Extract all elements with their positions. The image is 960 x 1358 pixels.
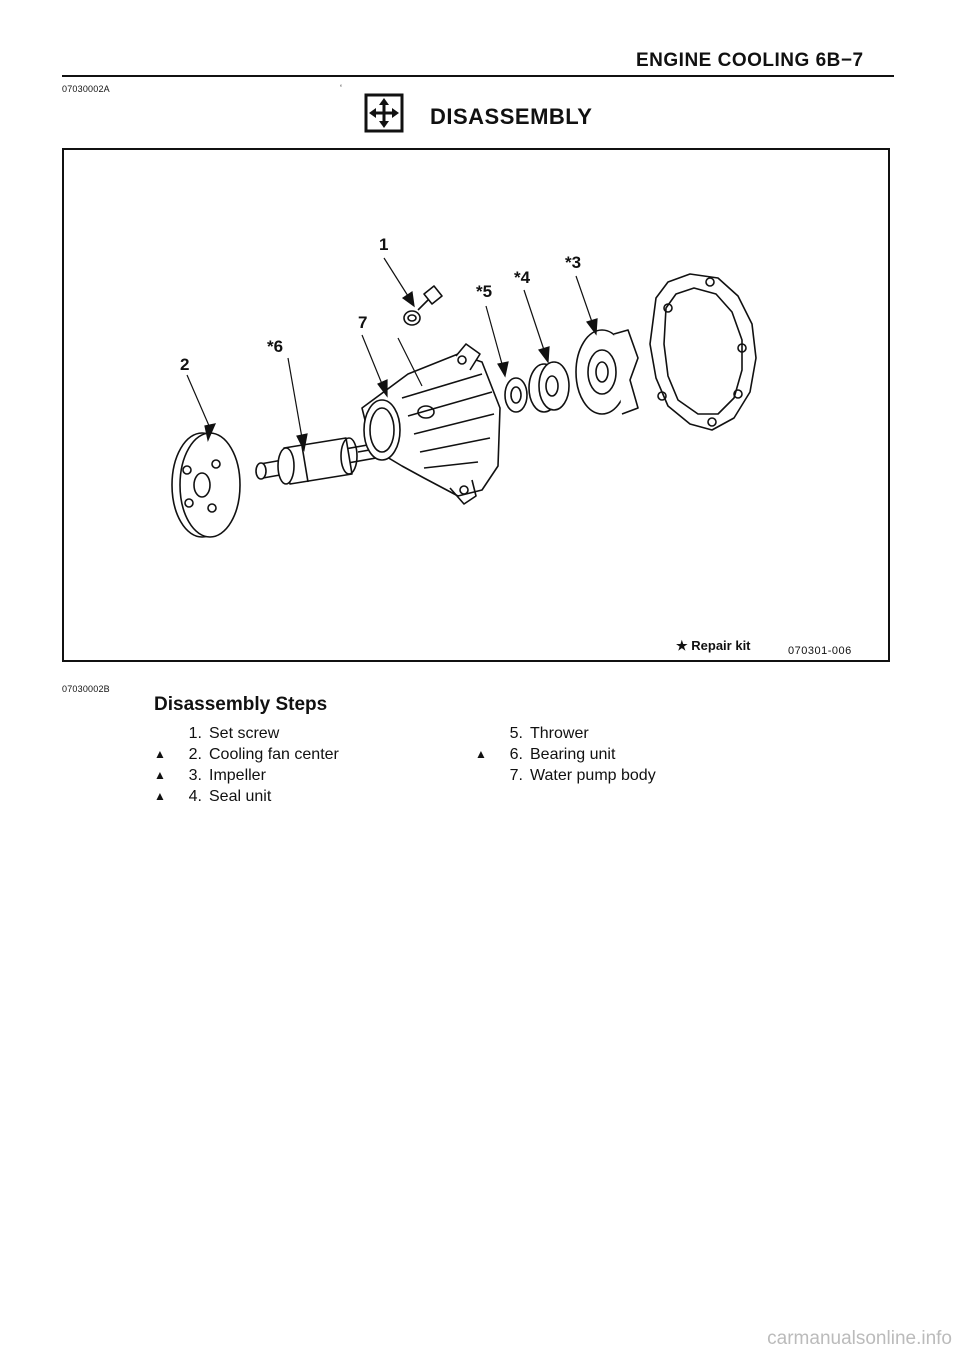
callout-2: 2 (180, 355, 190, 374)
impeller-part (576, 330, 638, 414)
step-number: 3. (188, 767, 202, 784)
seal-unit-part (529, 362, 569, 412)
callout-6: *6 (267, 337, 284, 356)
step-label: Thrower (530, 725, 589, 742)
disassembly-arrows-icon (364, 93, 404, 133)
section-code-a: 07030002A (62, 84, 110, 94)
step-item (154, 786, 414, 807)
step-label: Bearing unit (530, 746, 616, 763)
stray-mark: ‘ (340, 83, 342, 93)
cooling-fan-center-part (172, 433, 240, 537)
steps-left-column (154, 723, 414, 807)
watermark-link[interactable]: carmanualsonline.info (767, 1328, 952, 1349)
step-number: 7. (509, 767, 523, 784)
steps-right-column (475, 723, 735, 786)
thrower-part (505, 378, 527, 412)
step-number: 6. (509, 746, 523, 763)
callout-4: *4 (514, 268, 531, 287)
step-item (154, 765, 414, 786)
set-screw-part (404, 286, 442, 325)
step-item (475, 723, 735, 744)
step-item (475, 744, 735, 765)
page-header-title: ENGINE COOLING 6B−7 (636, 50, 864, 71)
steps-heading: Disassembly Steps (154, 694, 328, 715)
figure-code: 070301-006 (788, 645, 852, 657)
triangle-marker-icon: ▲ (475, 747, 487, 761)
repair-kit-legend: ★ Repair kit (676, 638, 751, 653)
header-rule (62, 75, 894, 77)
water-pump-exploded-diagram (62, 148, 890, 662)
callout-1: 1 (379, 235, 389, 254)
step-number: 4. (188, 788, 202, 805)
step-label: Seal unit (209, 788, 272, 805)
triangle-marker-icon: ▲ (154, 768, 166, 782)
callout-3: *3 (565, 253, 582, 272)
step-number: 5. (509, 725, 523, 742)
triangle-marker-icon: ▲ (154, 747, 166, 761)
step-item (475, 765, 735, 786)
triangle-marker-icon: ▲ (154, 789, 166, 803)
step-number: 1. (188, 725, 202, 742)
gasket-part (650, 274, 756, 430)
step-label: Cooling fan center (209, 746, 339, 763)
step-item (154, 723, 414, 744)
callout-5: *5 (476, 282, 493, 301)
step-number: 2. (188, 746, 202, 763)
step-label: Water pump body (530, 767, 656, 784)
callout-7: 7 (358, 313, 368, 332)
step-item (154, 744, 414, 765)
step-label: Impeller (209, 767, 266, 784)
step-label: Set screw (209, 725, 280, 742)
section-code-b: 07030002B (62, 684, 110, 694)
water-pump-body-part (362, 344, 500, 504)
section-title: DISASSEMBLY (430, 104, 593, 129)
